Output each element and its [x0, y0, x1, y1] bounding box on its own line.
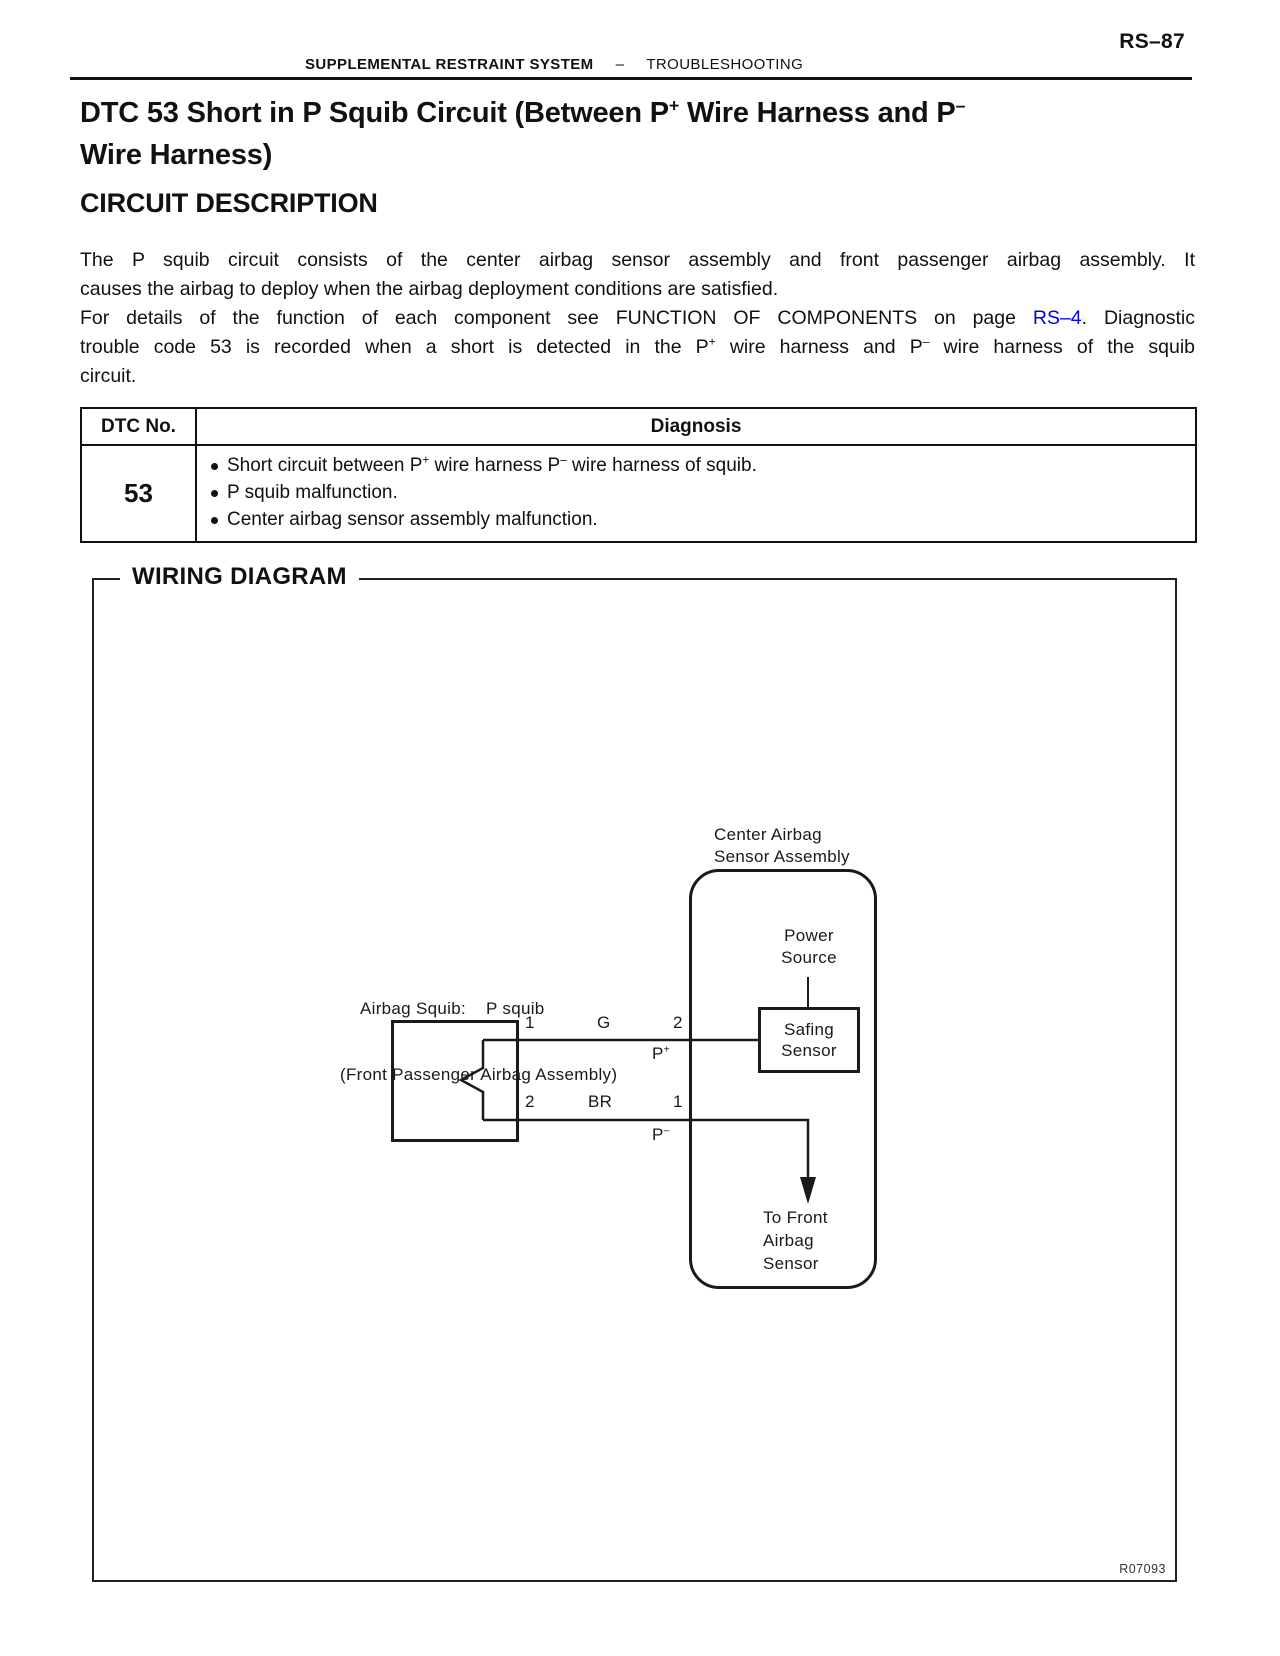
description-line: circuit. [80, 365, 137, 387]
description-line: trouble code 53 is recorded when a short is detected in the P+ wire harness and P– wire harness of the squib [80, 334, 1196, 358]
circuit-description-heading: CIRCUIT DESCRIPTION [80, 188, 378, 218]
label-line: Sensor Assembly [714, 847, 850, 866]
label-line: (Front Passenger Airbag Assembly) [340, 1065, 618, 1084]
label-line: Power [784, 926, 834, 945]
circuit-description-text [80, 246, 1195, 391]
diagnosis-item: Short circuit between P+ wire harness P– wire harness of squib. [209, 452, 1185, 479]
signal-label-p-minus: P– [652, 1124, 670, 1144]
running-header-separator: – [615, 56, 625, 73]
label-line: To Front [763, 1208, 828, 1227]
running-header [305, 56, 803, 73]
running-header-section: SUPPLEMENTAL RESTRAINT SYSTEM [305, 56, 594, 73]
label-line: Sensor [763, 1254, 819, 1273]
description-line: The P squib circuit consists of the center airbag sensor assembly and front passenger airbag assembly. It [80, 249, 1195, 271]
pin-label-bottom-right: 1 [673, 1092, 683, 1111]
table-row [81, 445, 1196, 542]
wire-color-label-g: G [597, 1013, 611, 1032]
page-reference-link[interactable]: RS–4 [1032, 307, 1082, 329]
label-line: Center Airbag [714, 825, 822, 844]
wiring-diagram-title: WIRING DIAGRAM [120, 563, 359, 591]
superscript: – [663, 1124, 670, 1137]
safing-sensor-box [758, 1007, 860, 1073]
signal-label-p-plus: P+ [652, 1043, 671, 1063]
page-number: RS–87 [1119, 30, 1185, 53]
superscript: + [708, 334, 716, 349]
label-line: Source [781, 948, 837, 967]
wiring-diagram-panel [92, 563, 1177, 1582]
dtc-no-column-header: DTC No. [81, 408, 196, 445]
diagnosis-column-header: Diagnosis [196, 408, 1196, 445]
down-arrow-icon [800, 1177, 816, 1204]
page-title-line-1: DTC 53 Short in P Squib Circuit (Between P+ Wire Harness and P– [80, 95, 966, 129]
dtc-diagnosis-table [80, 407, 1197, 543]
description-line: For details of the function of each component see FUNCTION OF COMPONENTS on page RS–4. Diagnostic [80, 307, 1195, 329]
diagnosis-item: Center airbag sensor assembly malfunction. [209, 506, 1185, 533]
superscript: + [663, 1043, 671, 1056]
diagnosis-list [209, 452, 1185, 533]
wire-color-label-br: BR [588, 1092, 613, 1111]
safing-sensor-label: Sensor [781, 1041, 837, 1060]
label-line: Airbag [763, 1231, 814, 1250]
safing-sensor-label: Safing [783, 1020, 834, 1039]
diagnosis-cell [196, 445, 1196, 542]
squib-symbol [461, 1040, 483, 1120]
label-line: Airbag Squib: P squib [360, 999, 545, 1018]
running-header-subsection: TROUBLESHOOTING [646, 56, 804, 73]
p-minus-wire [483, 1120, 808, 1179]
page-title [80, 92, 1190, 176]
pin-label-bottom-left: 2 [525, 1092, 535, 1111]
superscript: – [922, 334, 930, 349]
header-rule [70, 77, 1192, 80]
pin-label-top-right: 2 [673, 1013, 683, 1032]
page-title-line-2: Wire Harness) [80, 139, 273, 171]
table-header-row [81, 408, 1196, 445]
superscript: – [560, 453, 567, 467]
dtc-number-cell: 53 [81, 445, 196, 542]
pin-label-top-left: 1 [525, 1013, 535, 1032]
superscript: – [955, 95, 966, 116]
diagram-reference-code: R07093 [1119, 1562, 1166, 1576]
description-line: causes the airbag to deploy when the airbag deployment conditions are satisfied. [80, 278, 779, 300]
wiring-lines [94, 580, 1179, 1584]
diagnosis-item: P squib malfunction. [209, 479, 1185, 506]
superscript: + [422, 453, 430, 467]
superscript: + [668, 95, 680, 116]
